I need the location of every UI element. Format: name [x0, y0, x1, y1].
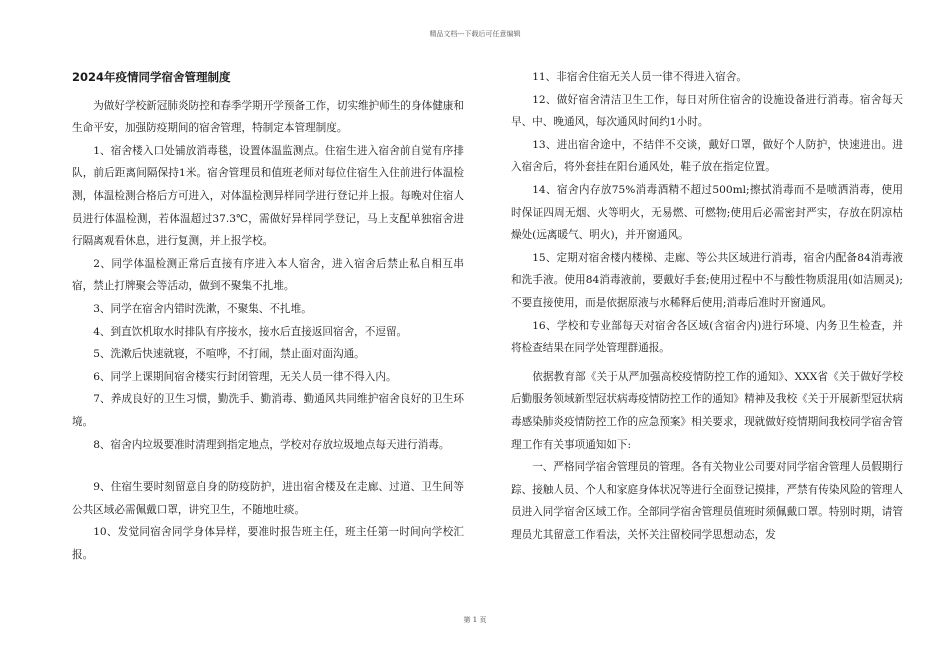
rule-paragraph-8: 8、宿舍内垃圾要准时清理到指定地点，学校对存放垃圾地点每天进行消毒。: [93, 438, 450, 451]
intro-paragraph: 为做好学校新冠肺炎防控和春季学期开学预备工作，切实维护师生的身体健康和生命平安，加强防疫期间的宿舍管理，特制定本管理制度。: [72, 99, 464, 135]
rule-paragraph-15: 15、定期对宿舍楼内楼梯、走廊、等公共区域进行消毒，宿舍内配备84消毒液和洗手液。使用84消毒液前，要戴好手套;使用过程中不与酸性物质混用(如洁厕灵);不要直接使用，而是依据原液与水稀释后使用;消毒后准时开窗通风。: [511, 251, 903, 309]
rule-paragraph-12: 12、做好宿舍清洁卫生工作，每日对所住宿舍的设施设备进行消毒。宿舍每天早、中、晚通风，每次通风时间约1小时。: [511, 93, 903, 129]
section-one-paragraph: 一、严格同学宿舍管理员的管理。各有关物业公司要对同学宿舍管理人员假期行踪、接触人员、个人和家庭身体状况等进行全面登记摸排，严禁有传染风险的管理人员进入同学宿舍区域工作。全部同学宿舍管理员值班时须佩戴口罩。特别时期，请管理员尤其留意工作看法，关怀关注留校同学思想动态，发: [511, 461, 903, 541]
rule-paragraph-2: 2、同学体温检测正常后直接有序进入本人宿舍，进入宿舍后禁止私自相互串宿，禁止打牌聚会等活动，做到不聚集不扎堆。: [72, 257, 464, 293]
document-title: 2024年疫情同学宿舍管理制度: [72, 70, 231, 84]
rule-paragraph-16: 16、学校和专业部每天对宿舍各区域(含宿舍内)进行环境、内务卫生检查，并将检查结果在同学处管理群通报。: [511, 319, 903, 355]
rule-paragraph-1: 1、宿舍楼入口处铺放消毒毯，设置体温监测点。住宿生进入宿舍前自觉有序排队，前后距离间隔保持1米。宿舍管理员和值班老师对每位住宿生入住前进行体温检测，体温检测合格后方可进入，对体温检测异样同学进行登记并上报。每晚对住宿人员进行体温检测，若体温超过37.3℃，需做好异样同学登记，马上支配单独宿舍进行隔离观看休息，进行复测，并上报学校。: [72, 144, 464, 248]
left-column: [72, 66, 464, 566]
page-header: 精品文档---下载后可任意编辑: [429, 30, 521, 38]
rule-paragraph-13: 13、进出宿舍途中，不结伴不交谈，戴好口罩，做好个人防护，快速进出。进入宿舍后，将外套挂在阳台通风处，鞋子放在指定位置。: [511, 138, 903, 174]
rule-paragraph-10: 10、发觉同宿舍同学身体异样，要准时报告班主任，班主任第一时间向学校汇报。: [72, 526, 464, 561]
page-number: 第 1 页: [463, 616, 487, 624]
right-column: [511, 66, 903, 546]
rule-paragraph-7: 7、养成良好的卫生习惯，勤洗手、勤消毒、勤通风共同维护宿舍良好的卫生环境。: [72, 393, 464, 428]
notice-paragraph: 依据教育部《关于从严加强高校疫情防控工作的通知》、XXX省《关于做好学校后勤服务领域新型冠状病毒疫情防控工作的通知》精神及我校《关于开展新型冠状病毒感染肺炎疫情防控工作的应急预案》相关要求，现就做好疫情期间我校同学宿舍管理工作有关事项通知如下:: [511, 370, 903, 451]
rule-paragraph-9: 9、住宿生要时刻留意自身的防疫防护，进出宿舍楼及在走廊、过道、卫生间等公共区域必需佩戴口罩，讲究卫生，不随地吐痰。: [72, 481, 464, 516]
rule-paragraph-14: 14、宿舍内存放75%消毒酒精不超过500ml;擦拭消毒而不是喷洒消毒，使用时保证四周无烟、火等明火，无易燃、可燃物;使用后必需密封严实，存放在阴凉枯燥处(远离暖气、明火)，并开窗通风。: [511, 183, 903, 242]
rule-paragraph-6: 6、同学上课期间宿舍楼实行封闭管理，无关人员一律不得入内。: [93, 370, 397, 383]
rule-paragraph-5: 5、洗漱后快速就寝，不喧哗，不打闹，禁止面对面沟通。: [93, 348, 365, 361]
rule-paragraph-4: 4、到直饮机取水时排队有序接水，接水后直接返回宿舍，不逗留。: [93, 325, 408, 338]
rule-paragraph-11: 11、非宿舍住宿无关人员一律不得进入宿舍。: [532, 71, 747, 83]
rule-paragraph-3: 3、同学在宿舍内错时洗漱，不聚集、不扎堆。: [93, 302, 312, 315]
